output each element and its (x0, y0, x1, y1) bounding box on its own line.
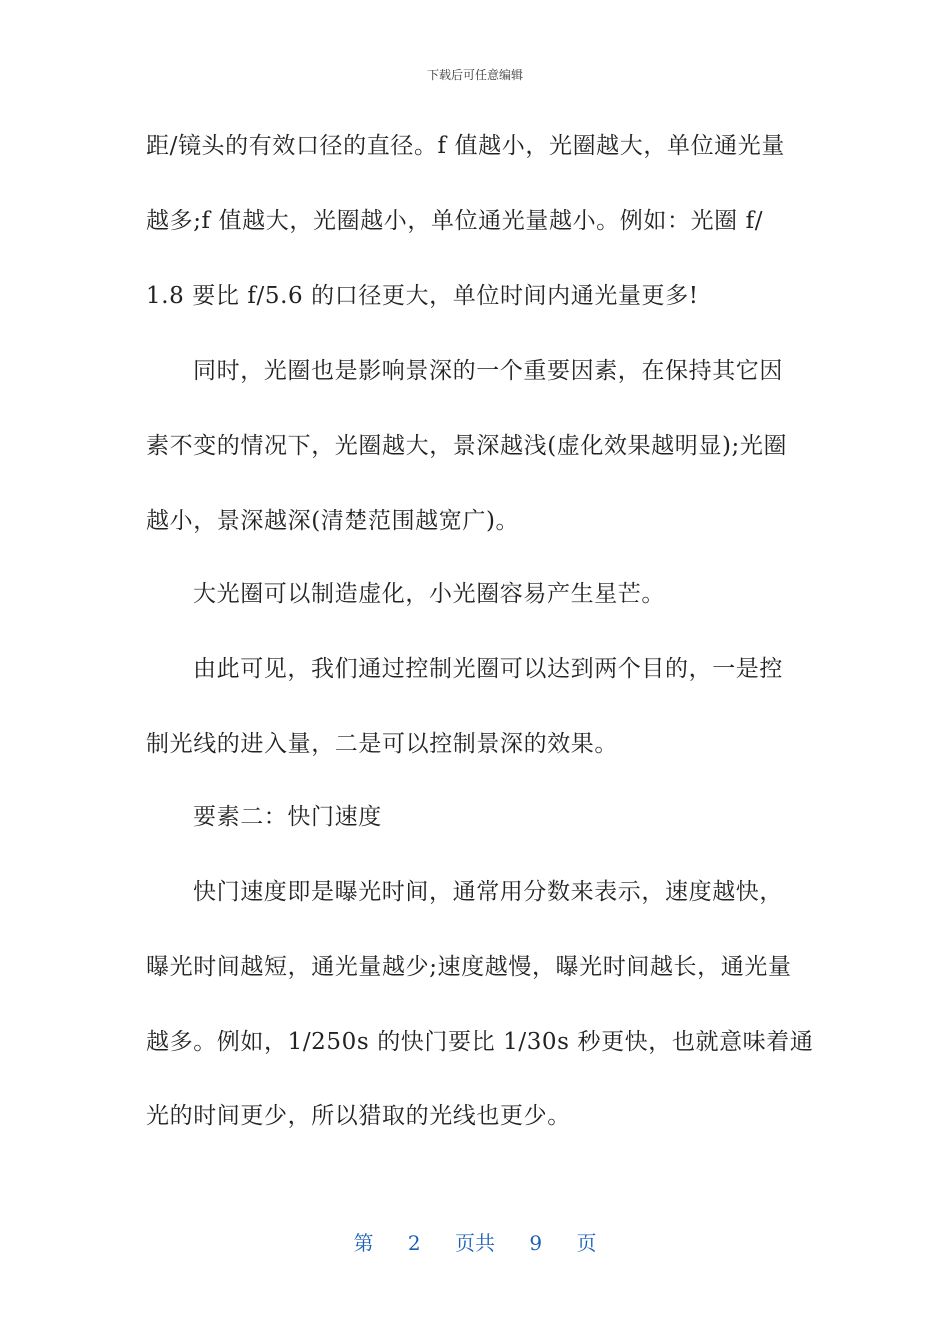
text-line: 素不变的情况下，光圈越大，景深越浅(虚化效果越明显);光圈 (146, 433, 788, 459)
text-line: 由此可见，我们通过控制光圈可以达到两个目的，一是控 (193, 656, 783, 682)
text-line: 制光线的进入量，二是可以控制景深的效果。 (146, 731, 618, 757)
current-page-number: 2 (407, 1231, 421, 1255)
text-line: 越多;f 值越大，光圈越小，单位通光量越小。例如：光圈 f/ (146, 208, 764, 234)
page-footer (0, 1227, 950, 1256)
page-header: 下载后可任意编辑 (426, 68, 523, 82)
section-heading: 要素二：快门速度 (193, 804, 382, 830)
text-line: 大光圈可以制造虚化，小光圈容易产生星芒。 (193, 581, 665, 607)
text-line: 光的时间更少，所以猎取的光线也更少。 (146, 1103, 571, 1129)
page-suffix: 页 (576, 1231, 597, 1255)
page-prefix: 第 (353, 1231, 374, 1255)
text-line: 1.8 要比 f/5.6 的口径更大，单位时间内通光量更多! (146, 283, 699, 309)
text-line: 越多。例如，1/250s 的快门要比 1/30s 秒更快，也就意味着通 (146, 1029, 814, 1055)
text-line: 快门速度即是曝光时间，通常用分数来表示，速度越快， (193, 879, 783, 905)
text-line: 曝光时间越短，通光量越少;速度越慢，曝光时间越长，通光量 (146, 954, 792, 980)
text-line: 同时，光圈也是影响景深的一个重要因素，在保持其它因 (193, 358, 783, 384)
text-line: 距/镜头的有效口径的直径。f 值越小，光圈越大，单位通光量 (146, 133, 785, 159)
page-mid: 页共 (455, 1231, 495, 1255)
total-pages-number: 9 (529, 1231, 543, 1255)
text-line: 越小，景深越深(清楚范围越宽广)。 (146, 508, 520, 534)
